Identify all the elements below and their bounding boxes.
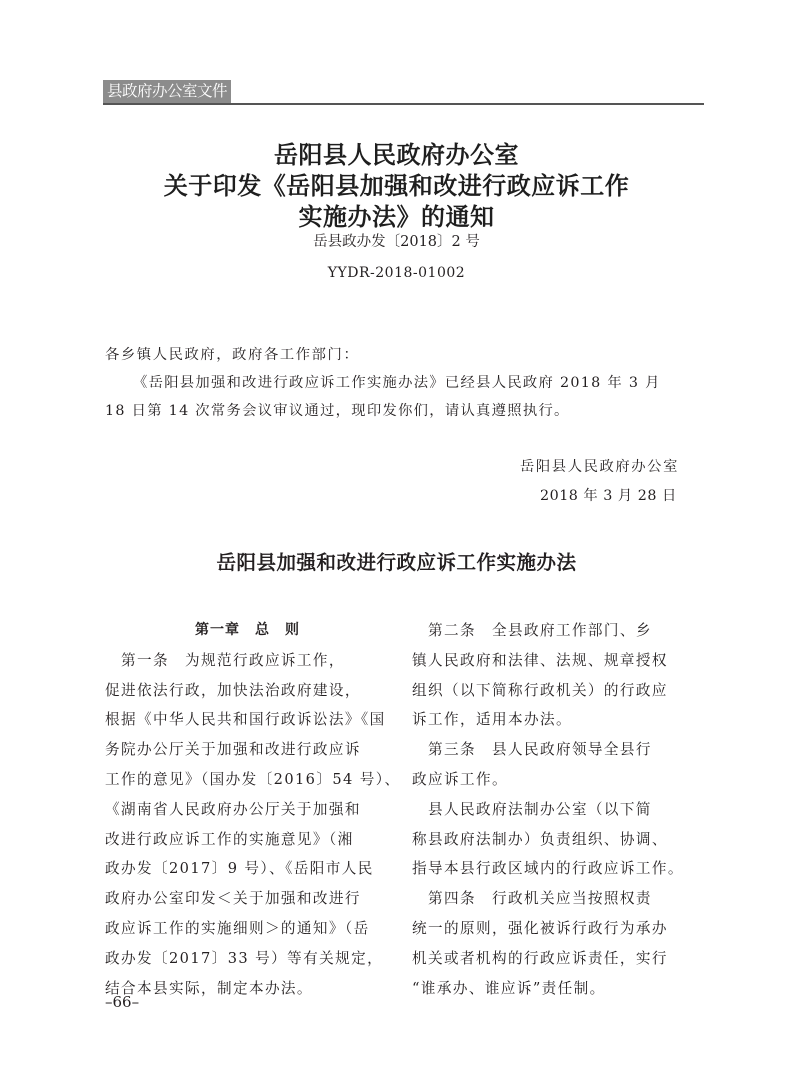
text-line: 《湖南省人民政府办公厅关于加强和 (105, 800, 361, 818)
text-line: 政府办公室印发＜关于加强和改进行 (105, 890, 361, 908)
document-title-line1: 岳阳县人民政府办公室 (274, 140, 519, 169)
notice-paragraph-line1: 《岳阳县加强和改进行政应诉工作实施办法》已经县人民政府 2018 年 3 月 (133, 375, 661, 391)
document-title-line3: 实施办法》的通知 (298, 202, 495, 231)
text-line: 镇人民政府和法律、法规、规章授权 (412, 651, 668, 669)
text-line: 统一的原则，强化被诉行政行为承办 (412, 919, 668, 937)
text-line: 称县政府法制办）负责组织、协调、 (412, 830, 668, 848)
text-line: 工作的意见》（国办发〔2016〕54 号）、 (105, 770, 401, 788)
text-line: 政应诉工作。 (412, 770, 508, 788)
text-line: 第一条 为规范行政应诉工作， (105, 651, 345, 669)
text-line: 县人民政府法制办公室（以下简 (412, 800, 652, 818)
text-line: 根据《中华人民共和国行政诉讼法》《国 (105, 711, 386, 729)
text-line: 务院办公厅关于加强和改进行政应诉 (105, 741, 361, 759)
notice-paragraph (105, 369, 705, 425)
text-line: “谁承办、谁应诉”责任制。 (412, 979, 606, 997)
text-line: 第二条 全县政府工作部门、乡 (412, 622, 652, 639)
measures-title: 岳阳县加强和改进行政应诉工作实施办法 (216, 551, 577, 574)
text-line: 政应诉工作的实施细则＞的通知》（岳 (105, 919, 370, 937)
page-number: –66– (105, 993, 140, 1011)
header-rule (103, 103, 704, 105)
right-column (412, 616, 697, 1003)
text-line: 诉工作，适用本办法。 (412, 711, 572, 729)
text-line: 政办发〔2017〕33 号）等有关规定， (105, 949, 384, 967)
left-column (105, 616, 401, 1003)
notice-paragraph-line2: 18 日第 14 次常务会议审议通过，现印发你们，请认真遵照执行。 (105, 403, 570, 419)
text-line: 改进行政应诉工作的实施意见》（湘 (105, 830, 354, 848)
text-line: 机关或者机构的行政应诉责任，实行 (412, 949, 668, 967)
salutation: 各乡镇人民政府，政府各工作部门： (105, 347, 360, 363)
document-title-line2: 关于印发《岳阳县加强和改进行政应诉工作 (163, 171, 630, 200)
text-line: 结合本县实际，制定本办法。 (105, 979, 313, 997)
text-line: 第四条 行政机关应当按照权责 (412, 890, 652, 908)
signature-date: 2018 年 3 月 28 日 (540, 488, 677, 504)
text-line: 组织（以下简称行政机关）的行政应 (412, 681, 668, 699)
signature-org: 岳阳县人民政府办公室 (520, 459, 679, 475)
header-tag: 县政府办公室文件 (103, 80, 231, 103)
document-id: YYDR-2018-01002 (327, 265, 466, 281)
text-line: 政办发〔2017〕9 号）、《岳阳市人民 (105, 860, 374, 878)
text-line: 促进依法行政，加快法治政府建设， (105, 681, 361, 699)
document-number: 岳县政办发〔2018〕2 号 (313, 234, 480, 250)
text-line: 第三条 县人民政府领导全县行 (412, 741, 652, 759)
text-line: 指导本县行政区域内的行政应诉工作。 (412, 860, 684, 878)
chapter-heading: 第一章 总 则 (195, 622, 300, 638)
